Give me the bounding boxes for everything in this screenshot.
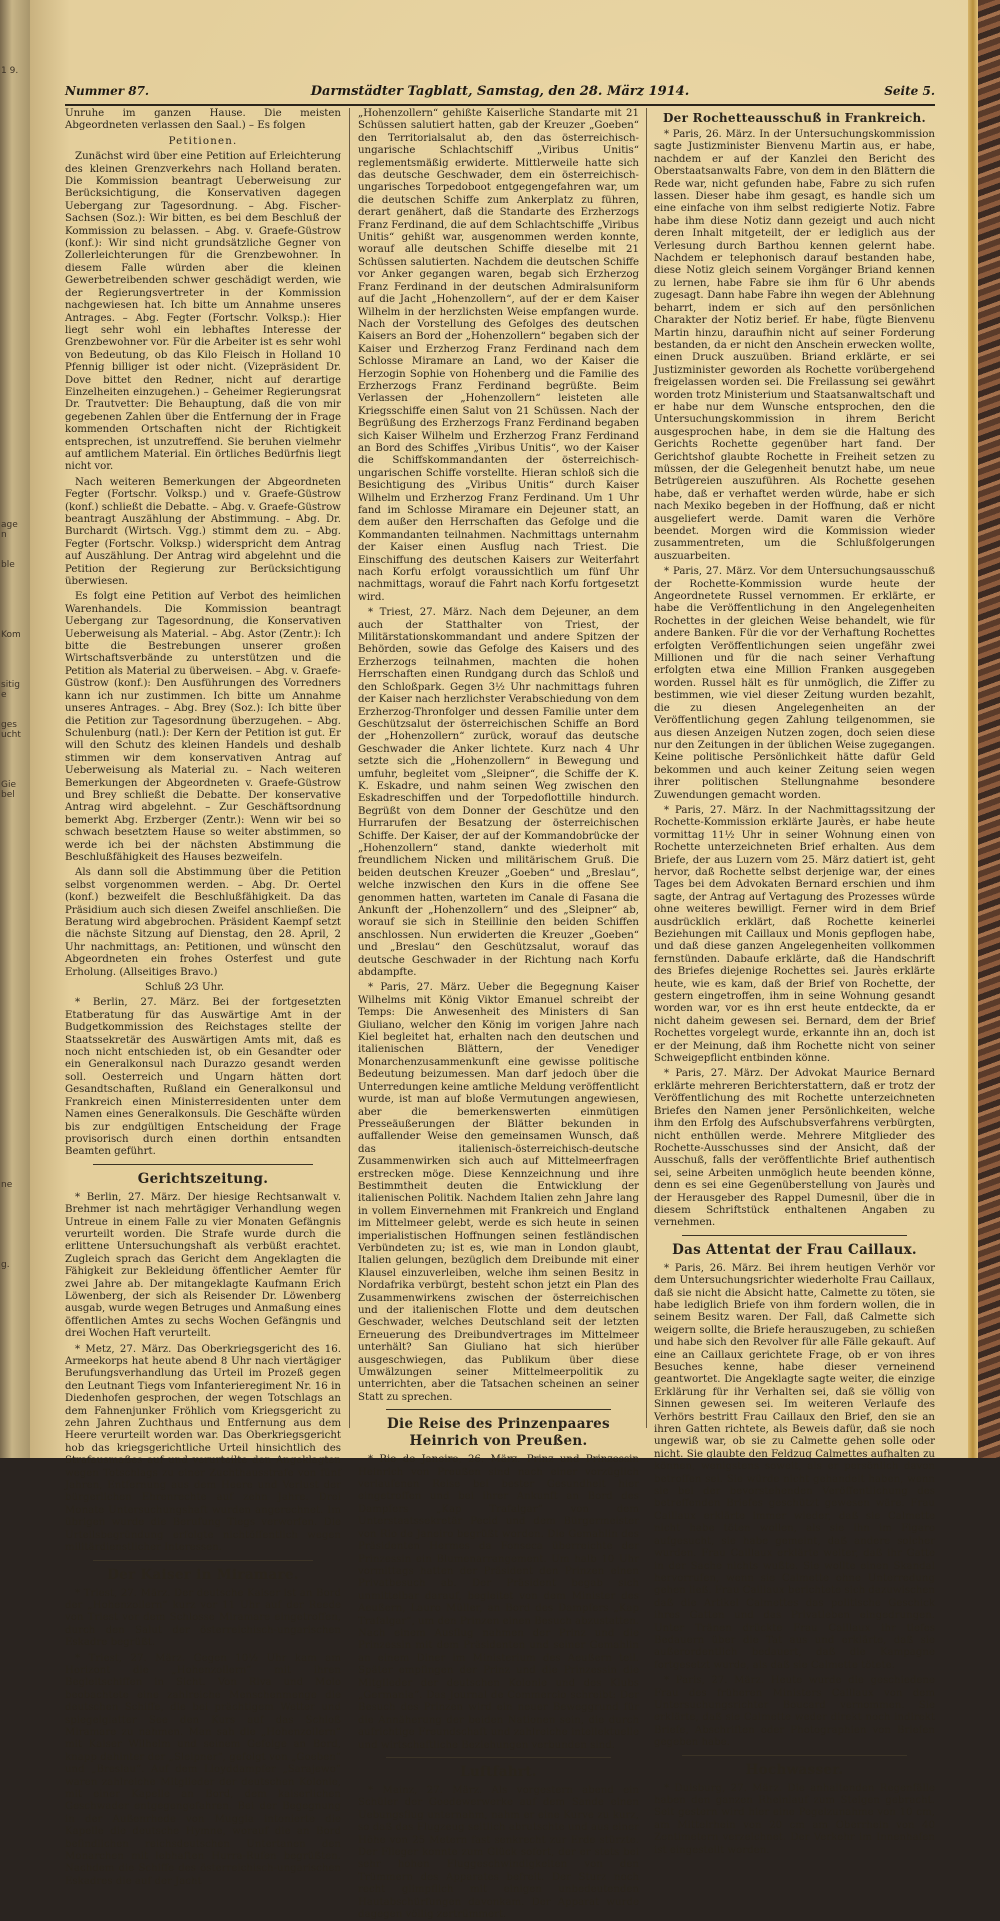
column-divider xyxy=(349,108,350,1428)
article-paragraph: * Paris, 27. März. In der Nachmittagssitzung der Rochette-Kommission erklärte Jaurès, er habe heute vormittag 11½ Uhr in seiner Wohnung einen von Rochette unterzeichneten Brief erhalten. Aus dem Briefe, der aus Luzern vom 25. März datiert ist, geht hervor, daß Rochette selbst derjenige war, der eines Tages bei dem Advokaten Bernard erschien und ihm sagte, der Antrag auf Vertagung des Prozesses würde ohne weiteres bewilligt. Ferner wird in dem Brief ausdrücklich erklärt, daß Rochette keinerlei Beziehungen mit Caillaux und Monis gepflogen habe, und daß diese ganzen Angelegenheiten vollkommen fernstünden. Dabaufe erklärte, daß die Handschrift des Briefes diejenige Rochettes sei. Jaurès erklärte heute, wie es kam, daß der Brief von Rochette, der gestern eingetroffen, ihm in seine Wohnung gesandt worden war, vor es ihn erst heute entdeckte, da er nicht daheim gewesen sei. Bernard, dem der Brief Rochettes vorgelegt wurde, erkannte ihn an, doch ist er der Meinung, daß ihm Rochette nicht von seiner Schweigepflicht entbinden könne. xyxy=(654,804,935,1065)
prev-page-fragment: g. xyxy=(1,1260,10,1270)
section-divider xyxy=(93,1560,313,1561)
section-divider xyxy=(682,1755,907,1756)
article-paragraph: * Paris, 26. März. In der Untersuchungskommission sagte Justizminister Bienvenu Martin aus, er habe, nachdem er auf der Kanzlei den Bericht des Oberstaatsanwalts Fabre, von dem in den Blättern die Rede war, nicht gefunden habe, Fabre zu sich rufen lassen. Dieser habe ihm gesagt, es handle sich um eine einfache von ihm selbst redigierte Notiz. Fabre habe ihm diese Notiz dann gezeigt und auch nicht deren Inhalt mitgeteilt, der er lediglich aus der Verlesung durch Barthou kennen gelernt habe. Nachdem er telephonisch darauf bestanden habe, diese Notiz gleich seinem Vorgänger Briand kennen zu lernen, habe Fabre sie ihm für 6 Uhr abends zugesagt. Dann habe Fabre ihn wegen der Ablehnung beharrt, indem er sich auf den persönlichen Charakter der Notiz berief. Er habe, fügte Bienvenu Martin hinzu, daraufhin nicht auf seiner Forderung bestanden, da er nicht den Anschein erwecken wollte, einen Druck auszuüben. Briand erklärte, er sei Justizminister geworden als Rochette vorübergehend freigelassen worden sei. Die Freilassung sei gewährt worden trotz Ministerium und Staatsanwaltschaft und er habe nur dem Wunsche entsprochen, den die Untersuchungskommission in ihrem Bericht ausgesprochen habe, in dem sie die Haltung des Gerichts Rochette gegenüber hart fand. Der Gerichtshof glaubte Rochette in Freiheit setzen zu müssen, der die Gelegenheit benutzt habe, um neue Betrügereien auszuführen. Als Rochette gesehen habe, daß er verhaftet werden würde, habe er sich nach Mexiko begeben in der Hoffnung, daß er nicht ausgeliefert werde. Damit waren die Verhöre beendet. Morgen wird die Kommission wieder zusammentreten, um die Schlußfolgerungen auszuarbeiten. xyxy=(654,129,935,562)
prev-page-fragment: ne xyxy=(1,1180,13,1190)
prev-page-fragment: ble xyxy=(1,560,15,570)
article-paragraph: * Metz, 27. März. Das Oberkriegsgericht des 16. Armeekorps hat heute abend 8 Uhr nach viertägiger Berufungsverhandlung das Urteil im Prozeß gegen den Leutnant Tiegs vom Infanterieregiment Nr. 16 in Diedenhofen gesprochen, der wegen Totschlags an dem Fahnenjunker Fröhlich vom Kriegsgericht zu zehn Jahren Zuchthaus und Entfernung aus dem Heere verurteilt worden war. Das Oberkriegsgericht hob das kriegsgerichtliche Urteil hinsichtlich des Strafausmaßes auf und verurteilte den Angeklagten wegen Totschlags zu einer Zuchthausstrafe von fünf Jahren, Entfernung aus dem Heere und Verlust der bürgerlichen Ehrenrechte auf zehn Jahre. Drei Monate Untersuchungshaft wurden angerechnet. Im übrigen wurde die Berufung Tiegs verworfen. Die Urteilsbegründung erfolgte nichtöffentlich wegen militärdienstlicher Interessen. xyxy=(65,1343,341,1554)
prev-page-fragment: sitige xyxy=(1,680,20,700)
article-paragraph: Nach weiteren Bemerkungen der Abgeordneten Fegter (Fortschr. Volksp.) und v. Graefe-Güstrow (konf.) schließt die Debatte. – Abg. v. Graefe-Güstrow beantragt Auszählung der Abstimmung. – Abg. Dr. Burchardt (Wirtsch. Vgg.) stimmt dem zu. – Abg. Fegter (Fortschr. Volksp.) widerspricht dem Antrag auf Auszählung. Der Antrag wird abgelehnt und die Petition der Regierung zur Berücksichtigung überwiesen. xyxy=(65,476,341,588)
prev-page-fragment: agen xyxy=(1,520,18,540)
column-2 xyxy=(358,108,639,1921)
section-divider xyxy=(386,1757,611,1758)
prev-page-fragment: Kom xyxy=(1,630,21,640)
section-heading: Das Attentat der Frau Caillaux. xyxy=(672,1241,917,1258)
article-paragraph: * Paris, 26. März. Bei ihrem heutigen Verhör vor dem Untersuchungsrichter wiederholte Frau Caillaux, daß sie nicht die Absicht hatte, Calmette zu töten, sie habe lediglich Briefe von ihm fordern wollen, die in seinem Besitz waren. Der Fall, daß Calmette sich weigern sollte, die Briefe herauszugeben, zu schießen und habe sich den Revolver für alle Fälle gekauft. Auf eine an Caillaux gerichtete Frage, ob er von ihres Besuches kenne, habe dieser verneinend geantwortet. Die Angeklagte sagte weiter, die einzige Erklärung für ihr Verhalten sei, daß sie völlig von Sinnen gewesen sei. Im weiteren Verlaufe des Verhörs bestritt Frau Caillaux den Brief, den sie an ihren Gatten richtete, als Beweis dafür, daß sie noch ungewiß war, ob sie zu Calmette gehen solle oder nicht. Sie glaubte den Feldzug Calmettes aufhalten zu können, wenigstens soweit, als er persönlich davon betroffen sei. Sie würde nicht gehandelt haben, wenn sie bei der bevorstehenden Veröffentlichung des betreffenden Briefes geschützt gewesen wäre. Frau Caillaux erklärte immer wieder, daß sie Calmette nicht habe töten wollen, als sie ihn im Figaro aufgesucht, sie habe gemeint, daß andere solcher wurden. Frau Caillaux erklärte weiter, daß ihr Gatte in der Sache nichts wußte. Sie wollte einen Skandal hervorrufen, wenn sie Calmette ohne Unterredung gehen ließ. Frau Caillaux berichtete sich dazuwischen daß die Artikel Calmettes das politische Geschick ihres Gatten und das Privatleben eingedrungen. Unter Tränen drückte Frau Caillaux ihr tiefes Bedauern über die Tat aus und erklärte, daß sie außerordentlich bedauert, daß die Kampagne fortgesetzt wurde, als daß sie Calmette tötete. xyxy=(654,1262,935,1671)
issue-number: Nummer 87. xyxy=(65,84,150,98)
article-paragraph: * Berlin, 27. März. Bei der fortgesetzten Etatberatung für das Auswärtige Amt in der Budgetkommission des Reichstages stellte der Staatssekretär des Auswärtigen Amts mit, daß es noch nicht entschieden ist, ob ein Gesandter oder ein Generalkonsul nach Durazzo gesandt werden soll. Oesterreich und Ungarn hätten dort Gesandtschaften, Rußland ein Generalkonsul und Frankreich einen Ministerresidenten unter dem Namen eines Generalkonsuls. Die Geschäfte würden bis zur endgültigen Entscheidung der Frage provisorisch durch einen dorthin entsandten Beamten geführt. xyxy=(65,997,341,1158)
article-paragraph: * Paris, 27. März. Ueber die Begegnung Kaiser Wilhelms mit König Viktor Emanuel schreibt der Temps: Die Anwesenheit des Ministers di San Giuliano, welcher den König im vorigen Jahre nach Kiel begleitet hat, erhalten nach den deutschen und italienischen Blättern, der Venediger Monarchenzusammenkunft eine gewisse politische Bedeutung beizumessen. Man darf jedoch über die Unterredungen keine amtliche Meldung veröffentlicht wurde, ist man auf bloße Vermutungen angewiesen, aber die bemerkenswerten einmütigen Presseäußerungen der Blätter bekunden in auffallender Weise den gemeinsamen Wunsch, daß das italienisch-österreichisch-deutsche Zusammenwirken sich auch auf Mittelmeerfragen erstrecken möge. Diese Kennzeichnung und ihre Bestimmtheit deuten die Entwicklung der italienischen Politik. Nachdem Italien zehn Jahre lang in vollem Einvernehmen mit Frankreich und England im Mittelmeer gelebt, werde es sich heute in seinen imperialistischen Hoffnungen seinen festländischen Verbündeten zu; ist es, wie man in London glaubt, Italien gelungen, bezüglich dem Dreibunde mit einer Klausel einzuverleiben, welche ihm seinen Besitz in Nordafrika verbürgt, besteht schon jetzt ein Plan des Zusammenwirkens zwischen der österreichischen und der italienischen Flotte und dem deutschen Geschwader, welches Deutschland seit der letzten Erneuerung des Dreibundvertrages im Mittelmeer unterhält? San Giuliano hat sich hierüber ausgeschwiegen, das Publikum über diese Umwälzungen seiner Mittelmeerpolitik zu unterrichten, aber die Tatsachen scheinen an seiner Statt zu sprechen. xyxy=(358,982,639,1403)
section-divider xyxy=(682,1235,907,1236)
previous-page-edge xyxy=(0,0,22,1458)
article-paragraph: * Paris, 27. März. Der Advokat Maurice Bernard erklärte mehreren Berichterstattern, daß er trotz der Veröffentlichung des mit Rochette unterzeichneten Briefes den Namen jener Persönlichkeiten, welche ihm den Erfolg des Aufschubsverfahrens verbürgten, nicht enthüllen werde. Mehrere Mitglieder des Rochette-Ausschusses sind der Ansicht, daß der Ausschuß, falls der veröffentlichte Brief authentisch sei, seine Arbeiten unmöglich heute beenden könne, denn es sei eine Gegenüberstellung von Jaurès und der Herausgeber des Rappel Dumesnil, über die in diesem Schriftstück enthaltenen Angaben zu vernehmen. xyxy=(654,1068,935,1229)
article-paragraph: * Paris, 27. März. Vor dem Untersuchungsausschuß der Rochette-Kommission wurde heute der Angeordnetete Russel vernommen. Er erklärte, er habe die Veröffentlichung in den Angelegenheiten Rochettes in der gleichen Weise behandelt, wie für andere Banken. Für die vor der Verhaftung Rochettes erfolgten Veröffentlichungen seien ungefähr zwei Millionen und für die nach seiner Verhaftung erfolgten etwa eine Million Franken ausgegeben worden. Russel hält es für unmöglich, die Ziffer zu bestimmen, wie viel dieser Zeitung wurden bezahlt, die zu diesen Angelegenheiten an der Veröffentlichung gegen Zahlung teilgenommen, sie aus diesen Anzeigen Nutzen zogen, doch seien diese nur den Zeitungen in der üblichen Weise zugegangen. Keine politische Persönlichkeit hätte dafür Geld bekommen und auch keiner Zeitung seien wegen ihrer politischen Stellungnahme besondere Zuwendungen gemacht worden. xyxy=(654,566,935,801)
article-paragraph: * Paris, 27. März. Heute wurde die geschiedene Frau des früheren Ministers Caillaux von dem Untersuchungsrichter Boucard vernommen. Sie erklärte, daß sie Calmette weder direkt noch indirekt Briefe, Abschriften oder Photographien von Briefen gegeben habe. xyxy=(654,1675,935,1749)
column-1 xyxy=(65,108,341,1887)
section-divider xyxy=(93,1164,313,1165)
page-header xyxy=(65,84,935,104)
article-paragraph: * Triest, 27. März. Der deutsche Kaiser ist an Bord der „Hohenzollern“ kurz vor 11 Uhr auf der Reede von Triest vor dem Schlosse Miramare eingetroffen, durch den Salut der österreichisch-ungarischen Eskadre begrüßt. xyxy=(65,1587,341,1649)
page-stack-edge xyxy=(968,0,978,1458)
section-heading: Der Kaiser in Miramare. xyxy=(107,1566,299,1583)
article-paragraph: Zunächst wird über eine Petition auf Erleichterung des kleinen Grenzverkehrs nach Holland beraten. Die Kommission beantragt Ueberweisung zur Berücksichtigung, die Konservativen dagegen Uebergang zur Tagesordnung. – Abg. Fischer-Sachsen (Soz.): Wir bitten, es bei dem Beschluß der Kommission zu belassen. – Abg. v. Graefe-Güstrow (konf.): Wir sind nicht grundsätzliche Gegner von Zollerleichterungen für die Grenzbewohner. In diesem Falle würden aber die kleinen Gewerbetreibenden schwer geschädigt werden, wie der Regierungsvertreter in der Kommission nachgewiesen hat. Ich bitte um Annahme unseres Antrages. – Abg. Fegter (Fortschr. Volksp.): Hier liegt sehr wohl ein lebhaftes Interesse der Grenzbewohner vor. Für die Arbeiter ist es sehr wohl von Bedeutung, ob das Kilo Fleisch in Holland 10 Pfennig billiger ist oder nicht. (Vizepräsident Dr. Dove bittet den Redner, nicht auf derartige Einzelheiten einzugehen.) – Geheimer Regierungsrat Dr. Trautvetter: Die Behauptung, daß die von mir gegebenen Zahlen über die Entfernung der in Frage kommenden Ortschaften nicht der Richtigkeit entsprechen, ist unzutreffend. Sie beruhen vielmehr auf amtlichem Material. Ein örtliches Bedürfnis liegt nicht vor. xyxy=(65,151,341,473)
article-paragraph: „Hohenzollern“ gehißte Kaiserliche Standarte mit 21 Schüssen salutiert hatten, gab der Kreuzer „Goeben“ den Territorialsalut ab, den das österreichisch-ungarische Schlachtschiff „Viribus Unitis“ reglementsmäßig erwiderte. Mittlerweile hatte sich das deutsche Geschwader, dem ein österreichisch-ungarisches Torpedoboot entgegengefahren war, um die deutschen Schiffe zum Ankerplatz zu führen, derart genähert, daß die Standarte des Erzherzogs Franz Ferdinand, die auf dem Schlachtschiffe „Viribus Unitis“ gehißt war, ausgenommen werden konnte, worauf alle deutschen Schiffe dieselbe mit 21 Schüssen salutierten. Nachdem die deutschen Schiffe vor Anker gegangen waren, begab sich Erzherzog Franz Ferdinand in der deutschen Admiralsuniform auf die Jacht „Hohenzollern“, auf der er dem Kaiser Wilhelm in der herzlichsten Weise empfangen wurde. Nach der Vorstellung des Gefolges des deutschen Kaisers an Bord der „Hohenzollern“ begaben sich der Kaiser und Erzherzog Franz Ferdinand nach dem Schlosse Miramare an Land, wo der Kaiser die Herzogin Sophie von Hohenberg und die Familie des Erzherzogs Franz Ferdinand begrüßte. Beim Verlassen der „Hohenzollern“ leisteten alle Kriegsschiffe einen Salut von 21 Schüssen. Nach der Begrüßung des Erzherzogs Franz Ferdinand begaben sich Kaiser Wilhelm und Erzherzog Franz Ferdinand an Bord des Schiffes „Viribus Unitis“, wo der Kaiser die Schiffskommandanten der österreichisch-ungarischen Schiffe vorstellte. Hieran schloß sich die Besichtigung des „Viribus Unitis“ durch Kaiser Wilhelm und Erzherzog Franz Ferdinand. Um 1 Uhr fand im Schlosse Miramare ein Dejeuner statt, an dem außer den Herrschaften das Gefolge und die Kommandanten teilnahmen. Nachmittags unternahm der Kaiser einen Ausflug nach Triest. Die Einschiffung des deutschen Kaisers zur Weiterfahrt nach Korfu erfolgt voraussichtlich um fünf Uhr nachmittags, worauf die Fahrt nach Korfu fortgesetzt wird. xyxy=(358,108,639,603)
prev-page-fragment: gesucht xyxy=(1,720,21,740)
section-divider xyxy=(386,1409,611,1410)
article-paragraph: * Triest, 27. März. Nach dem Dejeuner, an dem auch der Statthalter von Triest, der Militärstationskommandant und andere Spitzen der Behörden, sowie das Gefolge des Kaisers und des Erzherzogs teilnahmen, machten die hohen Herrschaften einen Rundgang durch das Schloß und den Schloßpark. Gegen 3½ Uhr nachmittags fuhren der Kaiser nach herzlichster Verabschiedung von dem Erzherzog-Thronfolger und dessen Familie unter dem Geschützsalut der österreichischen Schiffe an Bord der „Hohenzollern“ zurück, worauf das deutsche Geschwader die Anker lichtete. Kurz nach 4 Uhr setzte sich die „Hohenzollern“ in Bewegung und umfuhr, begleitet vom „Sleipner“, die Schiffe der K. K. Eskadre, und nahm seinen Weg zwischen den Eskadreschiffen und der Torpedoflottille hindurch. Begrüßt von dem Donner der Geschütze und den Hurrarufen der Besatzung der österreichischen Schiffe. Der Kaiser, der auf der Kommandobrücke der „Hohenzollern“ stand, dankte wiederholt mit freundlichem Nicken und militärischem Gruß. Die beiden deutschen Kreuzer „Goeben“ und „Breslau“, welche inzwischen den Kurs in die offene See genommen hatten, warteten im Canale di Fasana die Ankunft der „Hohenzollern“ und des „Sleipner“ ab, worauf sie sich in Steillinie den beiden Schiffen anschlossen. Nun erwiderten die Kreuzer „Goeben“ und „Breslau“ den Geschützsalut, worauf das deutsche Geschwader in der Richtung nach Korfu abdampfte. xyxy=(358,607,639,979)
article-paragraph: Unruhe im ganzen Hause. Die meisten Abgeordneten verlassen den Saal.) – Es folgen xyxy=(65,108,341,132)
section-heading: Die Reise des Prinzenpaares Heinrich von Preußen. xyxy=(387,1416,610,1450)
article-paragraph: * Duisburg, 27. März. Die anhaltenden Regenfälle haben den ganzen Rheinlauf zum Steigen gebracht. Seit gestern wird hier eine Pegelzunahme von 10 cm, am Mittelrhein von 20 cm am Oberrhein von 40 Zentimetern verzeichnet. Der Verkehr im Innenhafen ist eingestellt worden. xyxy=(654,1782,935,1856)
section-label: Petitionen. xyxy=(168,135,238,147)
article-paragraph: Es folgt eine Petition auf Verbot des heimlichen Warenhandels. Die Kommission beantragt Uebergang zur Tagesordnung, die Konservativen Ueberweisung als Material. – Abg. Astor (Zentr.): Ich bitte die Bestrebungen unserer großen Wirtschaftsverbände zu unterstützen und die Petition als Material zu überweisen. – Abg. v. Graefe-Güstrow (konf.): Den Ausführungen des Vorredners kann ich nur zustimmen. Ich bitte um Annahme unseres Antrages. – Abg. Brey (Soz.): Ich bitte über die Petition zur Tagesordnung überzugehen. – Abg. Schulenburg (natl.): Der Kern der Petition ist gut. Er will den Schutz des kleinen Handels und deshalb stimmen wir dem konservativen Antrag auf Ueberweisung als Material zu. – Nach weiteren Bemerkungen der Abgeordneten v. Graefe-Güstrow und Brey schließt die Debatte. Der konservative Antrag wird abgelehnt. – Zur Geschäftsordnung bemerkt Abg. Erzberger (Zentr.): Wenn wir bei so schwach besetztem Hause so weiter abstimmen, so werde ich bei der nächsten Abstimmung die Beschlußfähigkeit des Hauses bezweifeln. xyxy=(65,591,341,863)
prev-page-fragment: 1 9. xyxy=(1,66,19,76)
section-heading: Der Rochetteausschuß in Frankreich. xyxy=(662,111,927,125)
article-paragraph: * Triest, 27. März. Gegen 10½ Uhr kam am Horizont die „Hohenzollern“ mit ihren Begleitschiffen in Sicht. Von Riva und Molo beobachtete eine zahlreiche Menschenmenge die deutschen Schiffe, die bei prächtigem Wetter und spiegelglatter See den Kurs auf das Schloß Miramare zu nahmen. Man sah die „Hohenzollern“ mit Kaiser Wilhelm und seinem Gefolge an Bord, knapp dahinter der „Sleipner“, gefolgt von „Goeben“ und „Breslau“. Auf dem Lloyddampfer „Sarajewo“ waren zahlreiche Mitglieder der deutschen Kolonie, mit einer Kapelle an Bord, dem kaiserlichen Geschwader entgegengefahren. Bei der Begegnung in der Außenrhede von Muggia intonierte die Kapelle die deutsche Hymne, worauf die an Bord befindlichen reichsdeutschen Untertanen den Monarchen mit lebhaften Hurra-Rufen begrüßten. Nachdem die Schiffe des österreichisch-ungarischen Eskadres die auf der Jacht xyxy=(65,1652,341,1887)
column-divider xyxy=(646,108,647,1428)
page-number: Seite 5. xyxy=(884,84,935,98)
article-paragraph: Als dann soll die Abstimmung über die Petition selbst vorgenommen werden. – Abg. Dr. Oertel (konf.) bezweifelt die Beschlußfähigkeit. Da das Präsidium auch sich diesen Zweifel anschließen. Die Beratung wird abgebrochen. Präsident Kaempf setzt die nächste Sitzung auf Dienstag, den 28. April, 2 Uhr nachmittags, an: Petitionen, und wünscht den Abgeordneten ein frohes Osterfest und gute Erholung. (Allseitiges Bravo.) xyxy=(65,867,341,978)
article-paragraph: * Rio de Janeiro, 26. März. Prinz und Prinzessin Heinrich von Preußen sind nach einer vorzüglich verlaufenen Reise bei bester Gesundheit hier eingetroffen und bei ihrer Ankunft an Bord des Dampfers „Kap Trafalgar“ von dem Unterstaatssekretär Pecid und dem Bürgermeister von Rio de Janeiro begrüßt worden. Die Gemahlin des Präsidenten Hermes da Fonseca überreichte der Prinzessin ein Blumenarrangement. Um halb 10 Uhr vormittags hatten der Präsident den Prinzen einen Privatbesuch ab. Der Präsident begab sich unmittelbar darauf, begleitet von dem Minister des Aeußern, Lauro Müller, an Bord des Dampfers „Kap Trafalgar“, um den Prinzen einen Besuch abzustatten. Nach einem Ausflug nahmen der Prinz und die Prinzessin mit dem Präsidenten und seiner Gemahlin an einem Diner im Ministerium des Aeußern teil. Später empfingen der Prinz und die Prinzessin die Mitglieder der deutschen Kolonie und des Klubs „Germania“. Das Journal de Commercio schreibt: Der Besuch des Prinzen wird ein neuer Beweggrund für die Annäherung der beiden Nationen sein, die durch aufrichtige Freundschaft und zahlreiche intellektuelle und wirtschaftliche Beziehungen verbunden sind. xyxy=(358,1454,639,1751)
section-heading: Luftfahrt. xyxy=(460,1764,537,1780)
article-paragraph: * Berlin, 27. März. Der hiesige Rechtsanwalt v. Brehmer ist nach mehrtägiger Verhandlung wegen Untreue in einem Falle zu vier Monaten Gefängnis verurteilt worden. Die Strafe wurde durch die erlittene Untersuchungshaft als verbüßt erachtet. Zugleich sprach das Gericht dem Angeklagten die Fähigkeit zur Bekleidung öffentlicher Aemter für zwei Jahre ab. Der mitangeklagte Kaufmann Erich Löwenberg, der sich als Reisender Dr. Löwenberg ausgab, wurde wegen Betruges und Anmaßung eines öffentlichen Amtes zu sechs Wochen Gefängnis und drei Wochen Haft verurteilt. xyxy=(65,1191,341,1340)
prev-page-fragment: Giebel xyxy=(1,780,17,800)
masthead: Darmstädter Tagblatt, Samstag, den 28. März 1914. xyxy=(310,84,690,99)
header-rule xyxy=(65,104,935,106)
marbled-cover-edge xyxy=(978,0,1000,1458)
section-heading: Hochwasser. xyxy=(745,1761,844,1778)
section-heading: Gerichtszeitung. xyxy=(137,1170,269,1187)
column-3 xyxy=(654,108,935,1856)
article-paragraph: Schluß 2⁄3 Uhr. xyxy=(145,982,225,994)
newspaper-page xyxy=(30,0,968,1921)
article-paragraph: * Mainz, 27. März. Als vorgestern abend ein Schüler der Goedewerwerke auf dem Sande einen Uebungsflug unternahm, nahm er eine Kurve zu kurz, so daß das Flugzeug seitlich abrutschte und aus einer Höhe von 25 Metern fast senkrecht zur Erde stürzte. Der Flieger konnte zum Glück sofort, der er stets bei sehr hohen Fluggeschwindigkeiten von den Trümmern des Apparates befreit. Der Sturz noch recht glimpflich mit einigen unbedeutenden Hautabschürfungen davonkam. Der Apparat wurde dagegen völlig zertrümmert. xyxy=(358,1785,639,1921)
